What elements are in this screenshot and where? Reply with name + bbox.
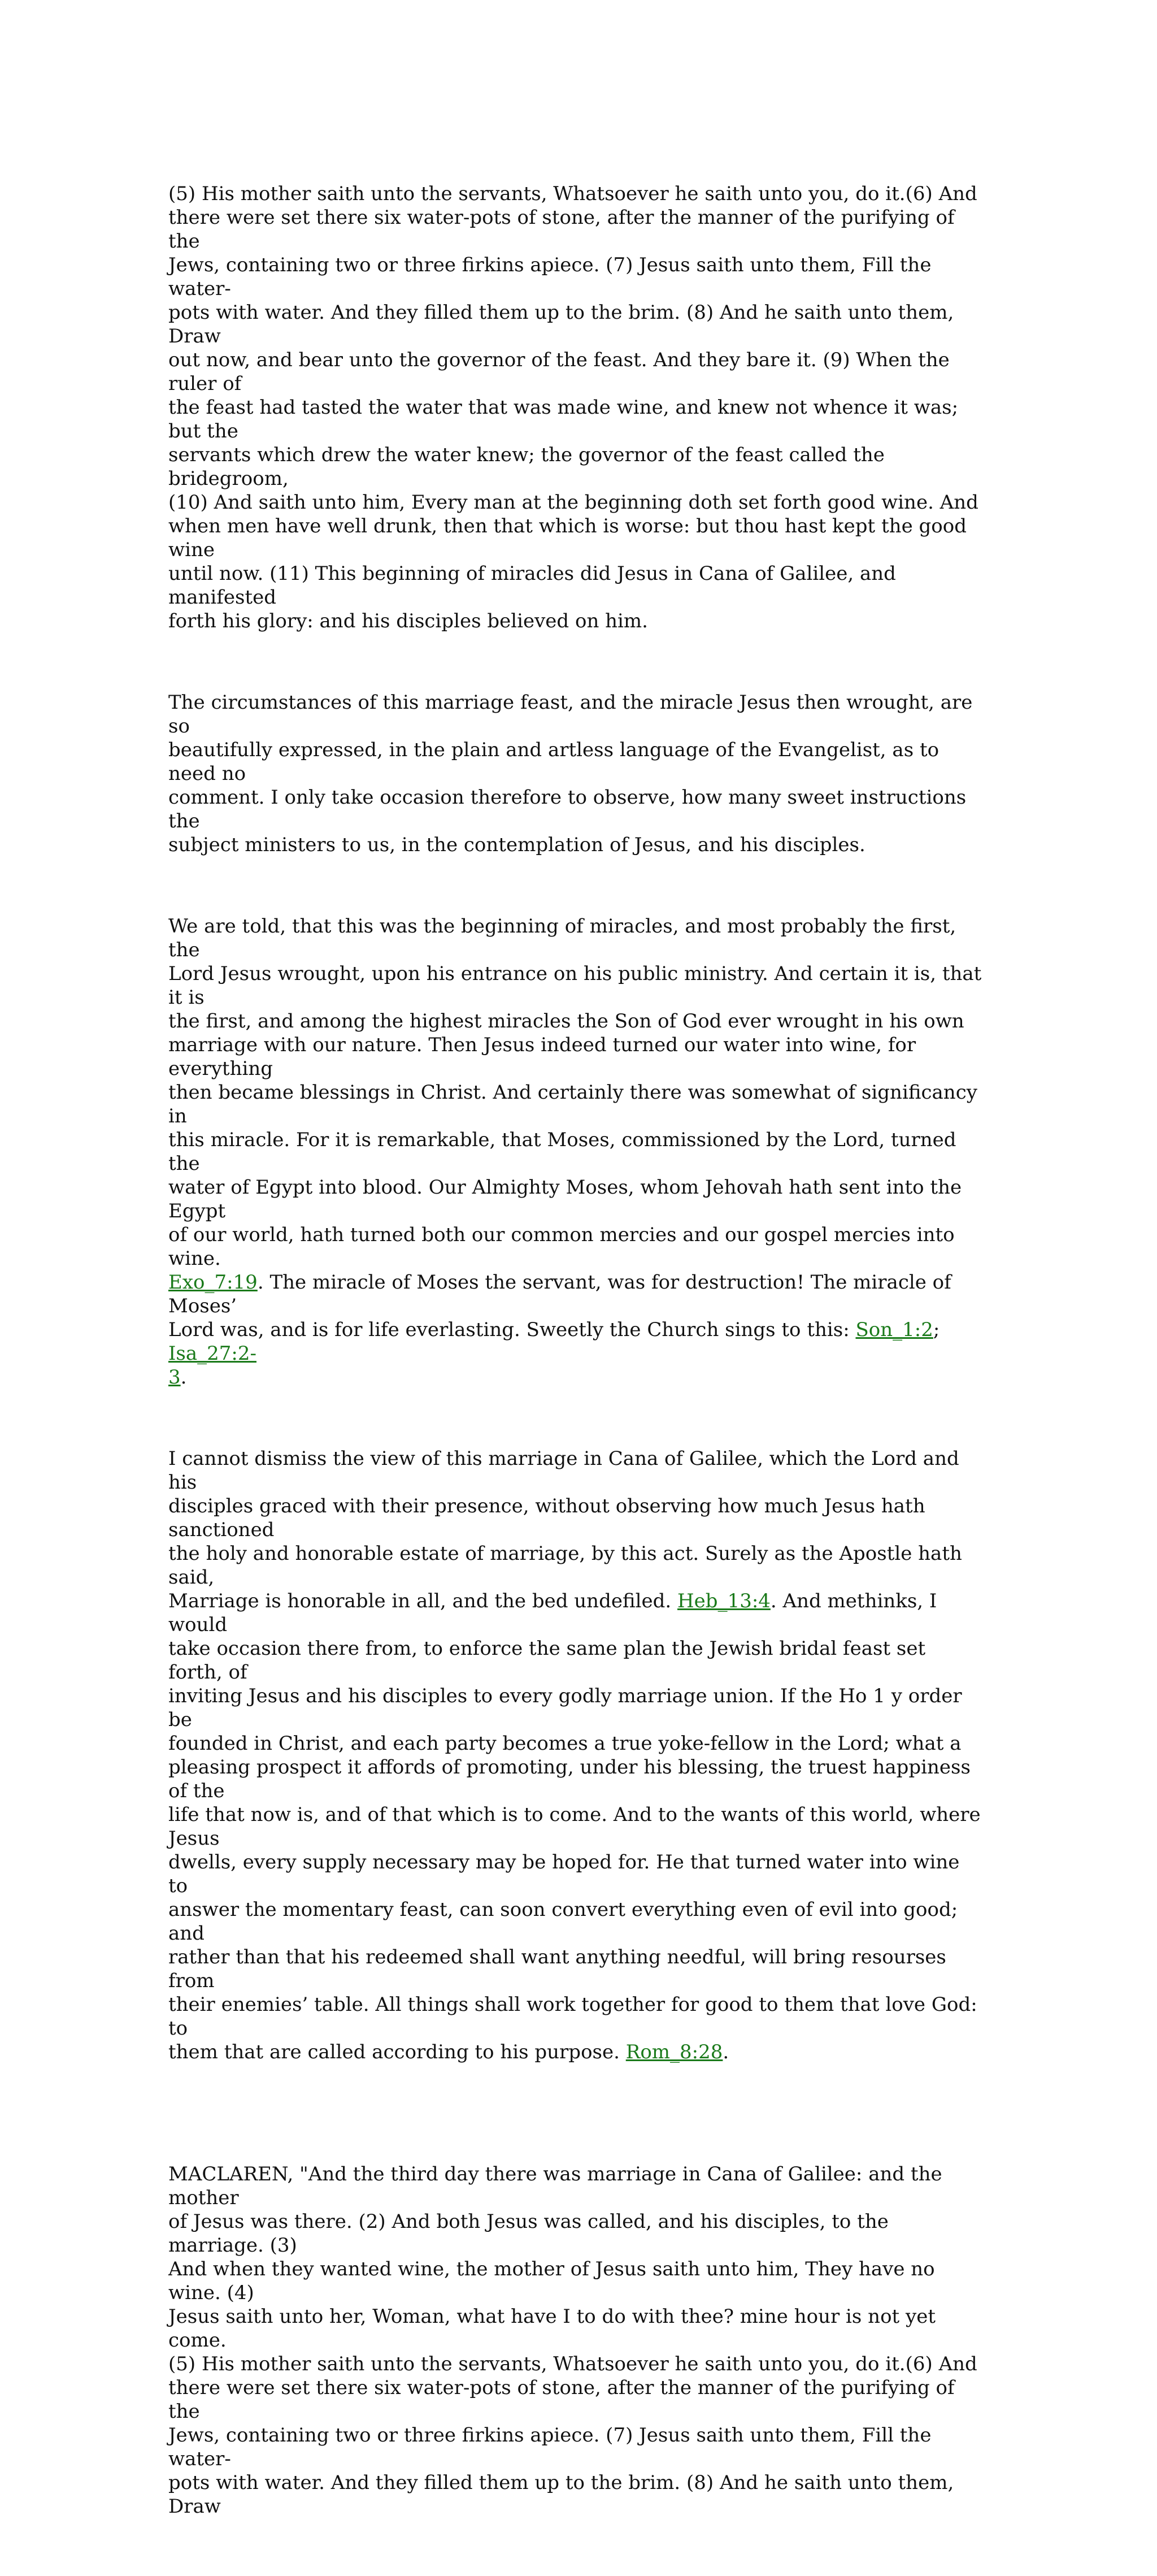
scripture-link-isa-27-2-3[interactable]: Isa_27:2- 3 xyxy=(168,1342,256,1389)
paragraph-text: . xyxy=(180,1366,187,1389)
document-page xyxy=(168,135,982,2576)
paragraph-text: We are told, that this was the beginning of miracles, and most probably the first, the Lord Jesus wrought, upon his entrance on his public ministry. And certain it is, that it is the first, and among the highest miracles the Son of God ever wrought in his own marriage with our nature. Then Jesus indeed turned our water into wine, for everything then became blessings in Christ. And certainly there was somewhat of significancy in this miracle. For it is remarkable, that Moses, commissioned by the Lord, turned the water of Egypt into blood. Our Almighty Moses, whom Jehovah hath sent into the Egypt of our world, hath turned both our common mercies and our gospel mercies into wine. xyxy=(168,915,982,1270)
scripture-link-exo-7-19[interactable]: Exo_7:19 xyxy=(168,1271,258,1294)
scripture-link-son-1-2[interactable]: Son_1:2 xyxy=(855,1319,933,1341)
scripture-link-heb-13-4[interactable]: Heb_13:4 xyxy=(677,1590,771,1612)
paragraph-beginning-of-miracles xyxy=(168,914,982,1389)
paragraph-text: ; xyxy=(933,1319,940,1341)
paragraph-text: (5) His mother saith unto the servants, Whatsoever he saith unto you, do it.(6) And there were set there six water-pots of stone, after the manner of the purifying of the Jews, containing two or three firkins apiece. (7) Jesus saith unto them, Fill the water- pots with water. And they filled them up to the brim. (8) And he saith unto them, Draw out now, and bear unto the governor of the feast. And they bare it. (9) When the ruler of the feast had tasted the water that was made wine, and knew not whence it was; but the servants which drew the water knew; the governor of the feast called the bridegroom, (10) And saith unto him, Every man at the beginning doth set forth good wine. And when men have well drunk, then that which is worse: but thou hast kept the good wine until now. (11) This beginning of miracles did Jesus in Cana of Galilee, and manifested forth his glory: and his disciples believed on him. xyxy=(168,183,978,632)
paragraph-text: . The miracle of Moses the servant, was for destruction! The miracle of Moses’ Lord was, and is for life everlasting. Sweetly the Church sings to this: xyxy=(168,1271,951,1341)
scripture-link-rom-8-28[interactable]: Rom_8:28 xyxy=(625,2041,723,2063)
paragraph-text: The circumstances of this marriage feast, and the miracle Jesus then wrought, are so beautifully expressed, in the plain and artless language of the Evangelist, as to need no comment. I only take occasion therefore to observe, how many sweet instructions the subject ministers to us, in the contemplation of Jesus, and his disciples. xyxy=(168,691,973,856)
paragraph-marriage-honorable xyxy=(168,1447,982,2064)
paragraph-text: . xyxy=(723,2041,729,2063)
paragraph-circumstances xyxy=(168,691,982,857)
paragraph-text: . And methinks, I would take occasion there from, to enforce the same plan the Jewish bridal feast set forth, of inviting Jesus and his disciples to every godly marriage union. If the Ho 1 y order be founded in Christ, and each party becomes a true yoke-fellow in the Lord; what a pleasing prospect it affords of promoting, under his blessing, the truest happiness of the life that now is, and of that which is to come. And to the wants of this world, where Jesus dwells, every supply necessary may be hoped for. He that turned water into wine to answer the momentary feast, can soon convert everything even of evil into good; and rather than that his redeemed shall want anything needful, will bring resourses from their enemies’ table. All things shall work together for good to them that love God: to them that are called according to his purpose. xyxy=(168,1590,981,2063)
paragraph-scripture-verses xyxy=(168,182,982,633)
paragraph-maclaren xyxy=(168,2162,982,2518)
paragraph-text: MACLAREN, "And the third day there was marriage in Cana of Galilee: and the mother of Jesus was there. (2) And both Jesus was called, and his disciples, to the marriage. (3) And when they wanted wine, the mother of Jesus saith unto him, They have no wine. (4) Jesus saith unto her, Woman, what have I to do with thee? mine hour is not yet come. (5) His mother saith unto the servants, Whatsoever he saith unto you, do it.(6) And there were set there six water-pots of stone, after the manner of the purifying of the Jews, containing two or three firkins apiece. (7) Jesus saith unto them, Fill the water- pots with water. And they filled them up to the brim. (8) And he saith unto them, Draw xyxy=(168,2163,977,2518)
paragraph-text: I cannot dismiss the view of this marriage in Cana of Galilee, which the Lord and his disciples graced with their presence, without observing how much Jesus hath sanctioned the holy and honorable estate of marriage, by this act. Surely as the Apostle hath said, Marriage is honorable in all, and the bed undefiled. xyxy=(168,1447,962,1612)
